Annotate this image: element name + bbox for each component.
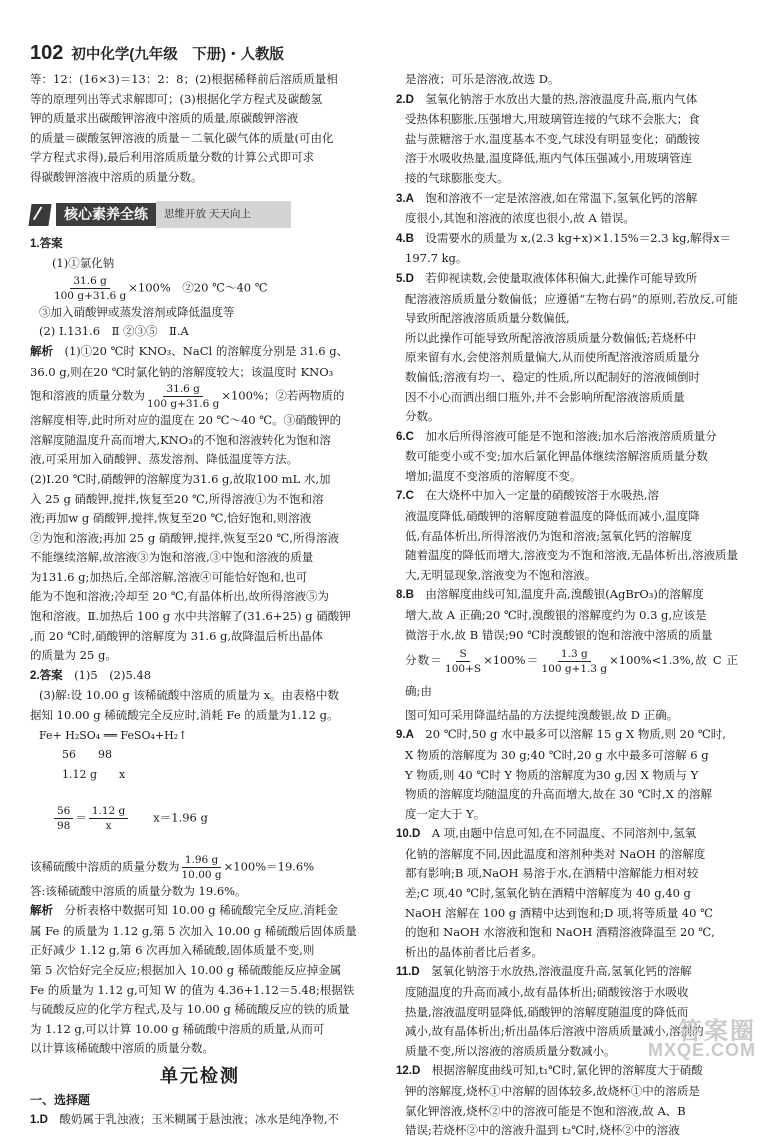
explain-text: 为 1.12 g,可以计算 10.00 g 稀硫酸中溶质的质量,从而可 bbox=[30, 1021, 325, 1036]
proportion-line: $\frac{56}{98}$ ＝ $\frac{1.12 g}{x}$ x＝1.96 g bbox=[30, 784, 370, 852]
answer-line bbox=[396, 904, 738, 924]
page-number: 102 bbox=[30, 42, 64, 64]
answer-line bbox=[396, 1102, 738, 1122]
fraction bbox=[445, 647, 481, 676]
unit-title: 单元检测 bbox=[160, 1065, 240, 1086]
answer-line bbox=[396, 1121, 738, 1141]
answer-text: 差;C 项,40 ℃时,氢氧化钠在酒精中溶解度为 40 g,40 g bbox=[405, 886, 691, 901]
answer-text: 原来留有水,会使溶剂质量偏大,从而使所配溶液溶质质量分 bbox=[405, 350, 700, 365]
answer-text: 配溶液溶质质量分数偏低；应遵循“左物右码”的原则,若放反,可能导致所配溶液溶质质量分数偏低, bbox=[405, 291, 738, 326]
answer-label: 2.答案 bbox=[30, 669, 63, 682]
fraction bbox=[54, 274, 126, 303]
section-banner bbox=[30, 202, 370, 228]
explain-text: 入 25 g 硝酸钾,搅拌,恢复至20 ℃,所得溶液①为不饱和溶 bbox=[30, 491, 324, 506]
answer-text: 微溶于水,故 B 错误;90 ℃时溴酸银的饱和溶液中溶质的质量 bbox=[405, 627, 713, 642]
answer-text: 大,无明显现象,溶液变为不饱和溶液。 bbox=[405, 567, 597, 582]
equation-ratio: 1.12 g x bbox=[62, 767, 126, 781]
chemical-equation: Fe+ H₂SO₄ ══ FeSO₄+H₂↑ bbox=[39, 728, 188, 742]
answer-text: 接的气球膨胀变大。 bbox=[405, 170, 509, 185]
answer-label: 9.A bbox=[396, 729, 414, 742]
answer-line bbox=[396, 249, 738, 269]
answer-text: 20 ℃时,50 g 水中最多可以溶解 15 g X 物质,则 20 ℃时, bbox=[425, 727, 726, 742]
banner-title: 核心素养全练 bbox=[56, 203, 156, 227]
question-8 bbox=[396, 585, 738, 725]
fraction bbox=[54, 804, 73, 833]
explain-label: 解析 bbox=[30, 345, 53, 358]
fraction-den: x bbox=[105, 820, 112, 832]
explain-text: ,而 20 ℃时,硝酸钾的溶解度为 31.6 g,故降温后析出晶体 bbox=[30, 628, 324, 643]
answer-line bbox=[396, 766, 738, 786]
answer-line bbox=[396, 725, 738, 746]
answer-label: 8.B bbox=[396, 589, 414, 602]
answer-text: X 物质的溶解度为 30 g;40 ℃时,20 g 水中最多可溶解 6 g bbox=[405, 747, 709, 762]
answer-text: 热量,溶液温度明显降低,硝酸钾的溶解度随温度的降低而 bbox=[405, 1004, 689, 1019]
answer-line bbox=[396, 962, 738, 983]
explain-text: 分析表格中数据可知 10.00 g 稀硫酸完全反应,消耗金 bbox=[64, 903, 338, 918]
answer-text: NaOH 溶解在 100 g 酒精中达到饱和;D 项,将等质量 40 ℃ bbox=[405, 905, 714, 920]
explain-text: 36.0 g,则在20 ℃时氯化钠的溶解度较大；该温度时 KNO₃ bbox=[30, 364, 334, 379]
answer-line bbox=[396, 546, 738, 566]
answer-line bbox=[396, 864, 738, 884]
answer-text: 在大烧杯中加入一定量的硝酸铵溶于水吸热,溶 bbox=[425, 488, 660, 503]
answer-text: 溶于水吸收热量,温度降低,瓶内气体压强减小,用玻璃管连 bbox=[405, 151, 692, 166]
answer-line bbox=[396, 1082, 738, 1102]
intro-line: 等：12：(16×3)＝13：2：8；(2)根据稀释前后溶质质量相 bbox=[30, 72, 338, 86]
answer-text: ×100% ②20 ℃～40 ℃ bbox=[128, 280, 268, 295]
answer-line bbox=[396, 189, 738, 210]
explain-text: 溶解度随温度升高而增大,KNO₃的不饱和溶液转化为饱和溶 bbox=[30, 432, 331, 447]
answer-line bbox=[396, 566, 738, 586]
answer-text: ×100%＝19.6% bbox=[223, 859, 315, 874]
answer-text: 197.7 kg。 bbox=[405, 251, 468, 266]
answer-text: 分数＝ bbox=[405, 653, 444, 668]
fraction bbox=[147, 382, 219, 411]
fraction-num: 56 bbox=[54, 804, 73, 819]
answer-text: 受热体积膨胀,压强增大,用玻璃管连接的气球不会胀大；食 bbox=[405, 112, 700, 127]
answer-line bbox=[396, 209, 738, 229]
answer-line bbox=[396, 169, 738, 189]
fraction-den: 98 bbox=[56, 820, 71, 832]
answer-text: 数可能变小或不变;加水后氯化钾晶体继续溶解溶质质量分数 bbox=[405, 449, 708, 464]
answer-text: (3)解:设 10.00 g 该稀硫酸中溶质的质量为 x。由表格中数 bbox=[39, 688, 340, 703]
answer-line bbox=[396, 824, 738, 845]
intro-line: 钾的质量求出碳酸钾溶液中溶质的质量,原碳酸钾溶液 bbox=[30, 111, 299, 126]
answer-text: 物质的溶解度均随温度的升高而增大,故在 30 ℃时,X 的溶解 bbox=[405, 787, 712, 802]
explain-text: 饱和溶液。Ⅱ.加热后 100 g 水中共溶解了(31.6+25) g 硝酸钾 bbox=[30, 609, 351, 624]
answer-line bbox=[396, 269, 738, 290]
answer-text: 随着温度的降低而增大,溶液变为不饱和溶液,无晶体析出,溶液质量 bbox=[405, 548, 738, 563]
answer-line bbox=[396, 1061, 738, 1082]
fraction-num: 31.6 g bbox=[70, 274, 109, 289]
explain-text: 液;再加w g 硝酸钾,搅拌,恢复至20 ℃,恰好饱和,则溶液 bbox=[30, 511, 312, 526]
explain-label: 解析 bbox=[30, 905, 53, 918]
answer-text: 质量不变,所以溶液的溶质质量分数减小。 bbox=[405, 1043, 616, 1058]
answer-text: 错误;若烧杯②中的溶液升温到 t₂℃时,烧杯②中的溶液 bbox=[405, 1123, 680, 1138]
answer-label: 3.A bbox=[396, 192, 414, 205]
explain-text: (2)Ⅰ.20 ℃时,硝酸钾的溶解度为31.6 g,故取100 mL 水,加 bbox=[30, 471, 331, 486]
watermark-url: MXQE.COM bbox=[647, 1040, 756, 1061]
answer-text: A 项,由题中信息可知,在不同温度、不同溶剂中,氢氧 bbox=[431, 826, 697, 841]
answer-label: 12.D bbox=[396, 1065, 421, 1078]
answer-text: 由溶解度曲线可知,温度升高,溴酸银(AgBrO₃)的溶解度 bbox=[425, 587, 704, 602]
answer-text: 所以此操作可能导致所配溶液溶质质量分数偏低;若烧杯中 bbox=[405, 330, 697, 345]
answer-text: 增加;温度不变溶质的溶解度不变。 bbox=[405, 468, 582, 483]
fraction bbox=[182, 853, 222, 882]
answer-label: 11.D bbox=[396, 966, 420, 979]
answer-line bbox=[396, 110, 738, 130]
answer-text: 氢氧化钠溶于水放出大量的热,溶液温度升高,瓶内气体 bbox=[425, 91, 698, 106]
answer-text: 若仰视读数,会使量取液体体积偏大,此操作可能导致所 bbox=[425, 270, 698, 285]
answer-line bbox=[396, 884, 738, 904]
answer-text: 氢氧化钠溶于水放热,溶液温度升高,氢氧化钙的溶解 bbox=[431, 964, 692, 979]
explain-text: 溶解度相等,此时所对应的温度在 20 ℃～40 ℃。③硝酸钾的 bbox=[30, 413, 342, 428]
right-answers-top bbox=[396, 70, 738, 585]
right-column bbox=[396, 70, 738, 1141]
explain-text: 饱和溶液的质量分数为 bbox=[30, 388, 145, 403]
fraction-den: 100 g+31.6 g bbox=[147, 398, 220, 411]
answer-line bbox=[396, 149, 738, 169]
answer-text: 化钠的溶解度不同,因此温度和溶剂种类对 NaOH 的溶解度 bbox=[405, 846, 706, 861]
answer-line bbox=[396, 746, 738, 766]
answer-line bbox=[396, 407, 738, 427]
site-watermark bbox=[647, 1017, 756, 1061]
explain-text: 第 5 次恰好完全反应;根据加入 10.00 g 稀硫酸能反应掉金属 bbox=[30, 962, 342, 977]
pen-icon bbox=[28, 204, 51, 226]
fraction bbox=[541, 647, 607, 676]
book-title: 初中化学(九年级 下册)・人教版 bbox=[71, 47, 285, 63]
explain-text: 能为不饱和溶液;冷却至 20 ℃,有晶体析出,故所得溶液⑤为 bbox=[30, 589, 329, 604]
explain-text: 液,可采用加入硝酸钾、蒸发溶剂、降低温度等方法。 bbox=[30, 452, 299, 467]
answer-line bbox=[396, 348, 738, 368]
fraction-num: 31.6 g bbox=[163, 382, 202, 397]
answer-line bbox=[396, 527, 738, 547]
answer-text: 低,有晶体析出,所得溶液仍为饱和溶液;氢氧化钙的溶解度 bbox=[405, 528, 693, 543]
intro-line: 等的原理列出等式求解即可；(3)根据化学方程式及碳酸氢 bbox=[30, 91, 323, 106]
fraction-den: 100 g+31.6 g bbox=[53, 289, 127, 302]
answer-text: 液温度降低,硝酸钾的溶解度随着温度的降低而减小,温度降 bbox=[405, 509, 700, 524]
answer-text: ×100%<1.3%,故 C 正确;由 bbox=[405, 653, 738, 698]
watermark-logo: 答案圈 bbox=[678, 1017, 756, 1045]
answer-text: 据知 10.00 g 稀硫酸完全反应时,消耗 Fe 的质量为1.12 g。 bbox=[30, 708, 339, 723]
explain-text: ②为饱和溶液;再加 25 g 硝酸钾,搅拌,恢复至20 ℃,所得溶液 bbox=[30, 530, 339, 545]
answer-line bbox=[396, 805, 738, 825]
explain-text: 不能继续溶解,故溶液③为饱和溶液,③中饱和溶液的质量 bbox=[30, 550, 314, 565]
explain-text: 正好减少 1.12 g,第 6 次再加入稀硫酸,固体质量不变,则 bbox=[30, 943, 315, 958]
answer-text: 设需要水的质量为 x,(2.3 kg+x)×1.15%＝2.3 kg,解得x＝ bbox=[425, 230, 732, 245]
page-header bbox=[30, 44, 284, 66]
answer-text: 氯化钾溶液,烧杯②中的溶液可能是不饱和溶液,故 A、B bbox=[405, 1103, 686, 1118]
answer-line bbox=[396, 427, 738, 448]
answer-line bbox=[396, 983, 738, 1003]
answer-label: 2.D bbox=[396, 93, 414, 106]
answer-text: 是溶液；可乐是溶液,故选 D。 bbox=[405, 72, 560, 86]
intro-line: 的质量＝碳酸氢钾溶液的质量－二氧化碳气体的质量(可由化 bbox=[30, 130, 334, 145]
fraction-den: 100 g+1.3 g bbox=[541, 662, 608, 675]
answer-line bbox=[396, 507, 738, 527]
answer-text: 因不小心而洒出细口瓶外,并不会影响所配溶液溶质质量 bbox=[405, 389, 685, 404]
explain-text: 属 Fe 的质量为 1.12 g,第 5 次加入 10.00 g 稀硫酸后固体质量 bbox=[30, 923, 357, 938]
result-text: x＝1.96 g bbox=[153, 810, 208, 825]
explain-text: Fe 的质量为 1.12 g,可知 W 的值为 4.36+1.12＝5.48;根据铁 bbox=[30, 982, 355, 997]
answer-line bbox=[396, 70, 738, 90]
answer-label: 6.C bbox=[396, 430, 414, 443]
fraction bbox=[89, 804, 128, 833]
intro-line: 得碳酸钾溶液中溶质的质量分数。 bbox=[30, 169, 203, 184]
answer-line bbox=[396, 785, 738, 805]
answer-label: 1.D bbox=[30, 1114, 48, 1127]
explain-text: 的质量为 25 g。 bbox=[30, 648, 117, 663]
answer-label: 7.C bbox=[396, 490, 414, 503]
answer-text: 度随温度的升高而减小,故有晶体析出;硝酸铵溶于水吸收 bbox=[405, 985, 689, 1000]
answer-text: 数偏低;溶液有均一、稳定的性质,所以配制好的溶液倾倒时 bbox=[405, 369, 701, 384]
equation-ratio: 56 98 bbox=[62, 748, 112, 762]
answer-line bbox=[396, 467, 738, 487]
section-heading: 一、选择题 bbox=[30, 1092, 91, 1107]
answer-line bbox=[396, 943, 738, 963]
fraction-num: 1.96 g bbox=[182, 853, 221, 868]
question-1 bbox=[30, 234, 370, 666]
answer-label: 1.答案 bbox=[30, 237, 63, 250]
answer-label: 4.B bbox=[396, 232, 414, 245]
answer-line bbox=[396, 229, 738, 250]
answer-text: ③加入硝酸钾或蒸发溶剂或降低温度等 bbox=[39, 304, 235, 319]
question-2 bbox=[30, 666, 370, 1059]
answer-text: (1)5 (2)5.48 bbox=[74, 667, 152, 682]
answer-line bbox=[396, 447, 738, 467]
answer-line bbox=[396, 368, 738, 388]
answer-label: 10.D bbox=[396, 828, 421, 841]
answer-line bbox=[396, 290, 738, 329]
answer-text: 饱和溶液不一定是浓溶液,如在常温下,氢氧化钙的溶解 bbox=[425, 190, 698, 205]
explain-text: (1)①20 ℃时 KNO₃、NaCl 的溶解度分别是 31.6 g、 bbox=[64, 343, 349, 358]
answer-text: 度很小,其饱和溶液的浓度也很小,故 A 错误。 bbox=[405, 211, 635, 226]
answer-text: ×100%＝ bbox=[483, 653, 540, 668]
explain-text: 以计算该稀硫酸中溶质的质量分数。 bbox=[30, 1041, 214, 1056]
answer-line bbox=[396, 90, 738, 111]
answer-line bbox=[396, 923, 738, 943]
right-answers-bottom bbox=[396, 725, 738, 1140]
answer-text: (2) Ⅰ.131.6 Ⅱ ②③⑤ Ⅱ.A bbox=[39, 324, 189, 339]
fraction-num: S bbox=[456, 647, 469, 662]
answer-text: (1)①氯化钠 bbox=[51, 256, 115, 271]
answer-text: 根据溶解度曲线可知,t₁℃时,氯化钾的溶解度大于硝酸 bbox=[431, 1063, 703, 1078]
answer-text: 都有影响;B 项,NaOH 易溶于水,在酒精中溶解能力相对较 bbox=[405, 866, 699, 881]
left-column bbox=[30, 70, 370, 1131]
banner-subtitle: 思维开放 天天向上 bbox=[156, 201, 291, 229]
answer-text: 酸奶属于乳浊液；玉米糊属于悬浊液；冰水是纯净物,不 bbox=[59, 1112, 340, 1127]
answer-text: 减小,故有晶体析出;析出晶体后溶液中溶质质量减小,溶剂的 bbox=[405, 1024, 704, 1039]
answer-text: 图可知可采用降温结晶的方法提纯溴酸银,故 D 正确。 bbox=[405, 707, 679, 722]
answer-line bbox=[396, 486, 738, 507]
answer-text: 的饱和 NaOH 水溶液和饱和 NaOH 酒精溶液降温至 20 ℃, bbox=[405, 925, 715, 940]
answer-line bbox=[396, 130, 738, 150]
answer-text: 盐与蔗糖溶于水,温度基本不变,气球没有明显变化；硝酸铵 bbox=[405, 131, 700, 146]
fraction-num: 1.3 g bbox=[558, 647, 591, 662]
explain-text: 与硫酸反应的化学方程式,及与 10.00 g 稀硫酸反应的铁的质量 bbox=[30, 1002, 350, 1017]
answer-line bbox=[396, 845, 738, 865]
answer-text: 答:该稀硫酸中溶质的质量分数为 19.6%。 bbox=[30, 883, 247, 898]
answer-text: Y 物质,则 40 ℃时 Y 物质的溶解度为30 g,因 X 物质与 Y bbox=[405, 767, 699, 782]
answer-text: 析出的晶体前者比后者多。 bbox=[405, 944, 543, 959]
answer-label: 5.D bbox=[396, 272, 414, 285]
intro-line: 学方程式求得),最后利用溶质质量分数的计算公式即可求 bbox=[30, 150, 315, 165]
fraction-num: 1.12 g bbox=[89, 804, 128, 819]
answer-text: 该稀硫酸中溶质的质量分数为 bbox=[30, 859, 180, 874]
answer-text: 钾的溶解度,烧杯①中溶解的固体较多,故烧杯①中的溶质是 bbox=[405, 1084, 700, 1098]
fraction-den: 100+S bbox=[445, 662, 482, 675]
answer-text: 增大,故 A 正确;20 ℃时,溴酸银的溶解度约为 0.3 g,应该是 bbox=[405, 608, 707, 623]
explain-text: ×100%；②若两物质的 bbox=[221, 388, 345, 403]
answer-text: 加水后所得溶液可能是不饱和溶液;加水后溶液溶质质量分 bbox=[425, 428, 717, 443]
answer-text: 度一定大于 Y。 bbox=[405, 806, 486, 821]
explain-text: 为131.6 g;加热后,全部溶解,溶液④可能恰好饱和,也可 bbox=[30, 569, 308, 584]
fraction-den: 10.00 g bbox=[181, 868, 222, 881]
answer-line bbox=[396, 329, 738, 349]
answer-line bbox=[396, 388, 738, 408]
answer-text: 分数。 bbox=[405, 409, 440, 424]
